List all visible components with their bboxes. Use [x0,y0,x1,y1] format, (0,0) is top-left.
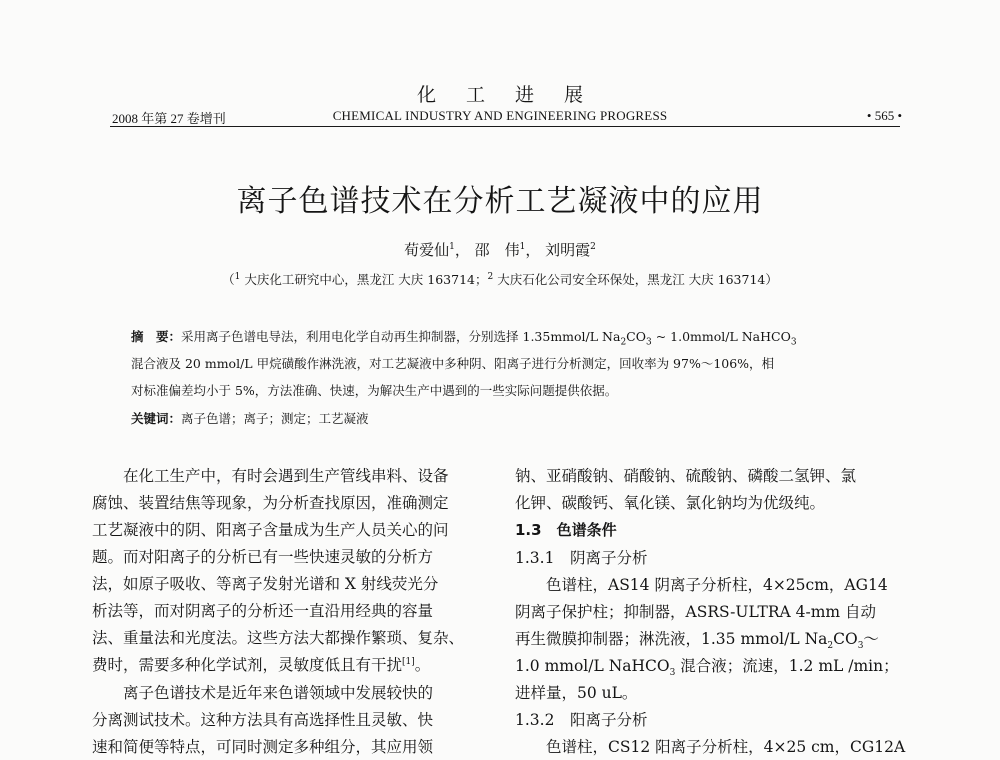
author-name: 邵 伟 [474,241,520,259]
keywords-text: 离子色谱；离子；测定；工艺凝液 [181,411,369,426]
abstract-line: 混合液及 20 mmol/L 甲烷磺酸作淋洗液，对工艺凝液中多种阴、阳离子进行分析测定，回收率为 97%～106%，相 [131,356,775,371]
body-line: 法、重量法和光度法。这些方法大都操作繁琐、复杂、 [92,629,465,647]
affiliations: （$^1$ 大庆化工研究中心，黑龙江 大庆 163714；$^2$ 大庆石化公司安全环保处，黑龙江 大庆 163714） [222,271,778,287]
body-line: 析法等，而对阴离子的分析还一直沿用经典的容量 [92,602,434,620]
affiliation-2: 大庆石化公司安全环保处，黑龙江 大庆 163714） [493,272,778,287]
paper-title: 离子色谱技术在分析工艺凝液中的应用 [236,184,764,219]
body-line: 速和简便等特点，可同时测定多种组分，其应用领 [92,738,434,756]
body-line: 阴离子保护柱；抑制器，ASRS-ULTRA 4-mm 自动 [515,603,877,621]
journal-english-name: CHEMICAL INDUSTRY AND ENGINEERING PROGRESS [332,108,668,123]
subsection-heading: 1.3.2 阳离子分析 [515,711,648,729]
reference-mark: [1] [402,656,415,667]
author-affiliation-mark: 1 [519,242,526,252]
page-number: • 565 • [866,108,902,123]
author-affiliation-mark: 1 [449,242,455,252]
affiliation-1: 大庆化工研究中心，黑龙江 大庆 163714； [240,272,488,287]
author-name: 刘明霞 [545,241,591,259]
keywords [131,409,369,427]
body-line: 色谱柱，AS14 阴离子分析柱，4×25cm，AG14 [515,576,888,594]
body-line: 法，如原子吸收、等离子发射光谱和 X 射线荧光分 [92,575,439,593]
author-name: 荀爱仙 [404,241,450,259]
body-line: 进样量，50 uL。 [515,684,638,702]
abstract-label: 摘 要： [131,329,182,344]
abstract-line: 摘 要：采用离子色谱电导法，利用电化学自动再生抑制器，分别选择 1.35mmol/L $Na_2CO_3$ ~ 1.0mmol/L NaHCO$_3$ [131,329,797,348]
body-line: 钠、亚硝酸钠、硝酸钠、硫酸钠、磷酸二氢钾、氯 [515,467,857,485]
body-line: 费时，需要多种化学试剂，灵敏度低且有干扰[1]。 [92,656,431,674]
issue-info: 2008 年第 27 卷增刊 [112,111,226,126]
body-line: 化钾、碳酸钙、氧化镁、氯化钠均为优级纯。 [515,494,826,512]
body-line: 题。而对阳离子的分析已有一些快速灵敏的分析方 [92,548,434,566]
body-line: 离子色谱技术是近年来色谱领域中发展较快的 [92,684,434,702]
body-line: 工艺凝液中的阴、阳离子含量成为生产人员关心的问 [92,521,449,539]
author-affiliation-mark: 2 [590,242,596,252]
keywords-label: 关键词： [131,411,182,426]
body-line: 1.0 mmol/L NaHCO$_3$ 混合液；流速，1.2 mL /min； [515,657,899,679]
body-line: 腐蚀、装置结焦等现象，为分析查找原因，准确测定 [92,494,449,512]
journal-name: 化工进展 [416,84,613,106]
subsection-heading: 1.3.1 阴离子分析 [515,549,648,567]
abstract-line: 对标准偏差均小于 5%，方法准确、快速，为解决生产中遇到的一些实际问题提供依据。 [131,383,618,398]
body-line: 再生微膜抑制器；淋洗液，1.35 mmol/L $Na_2CO_3\sim$ [515,630,879,652]
body-line: 分离测试技术。这种方法具有高选择性且灵敏、快 [92,711,434,729]
body-line: 色谱柱，CS12 阳离子分析柱，4×25 cm，CG12A [515,738,906,756]
header-rule [110,126,900,127]
author-list: 荀爱仙$^1$， 邵 伟$^1$， 刘明霞$^2$ [404,241,596,259]
section-heading: 1.3 色谱条件 [515,521,617,539]
body-line: 在化工生产中，有时会遇到生产管线串料、设备 [92,467,449,485]
